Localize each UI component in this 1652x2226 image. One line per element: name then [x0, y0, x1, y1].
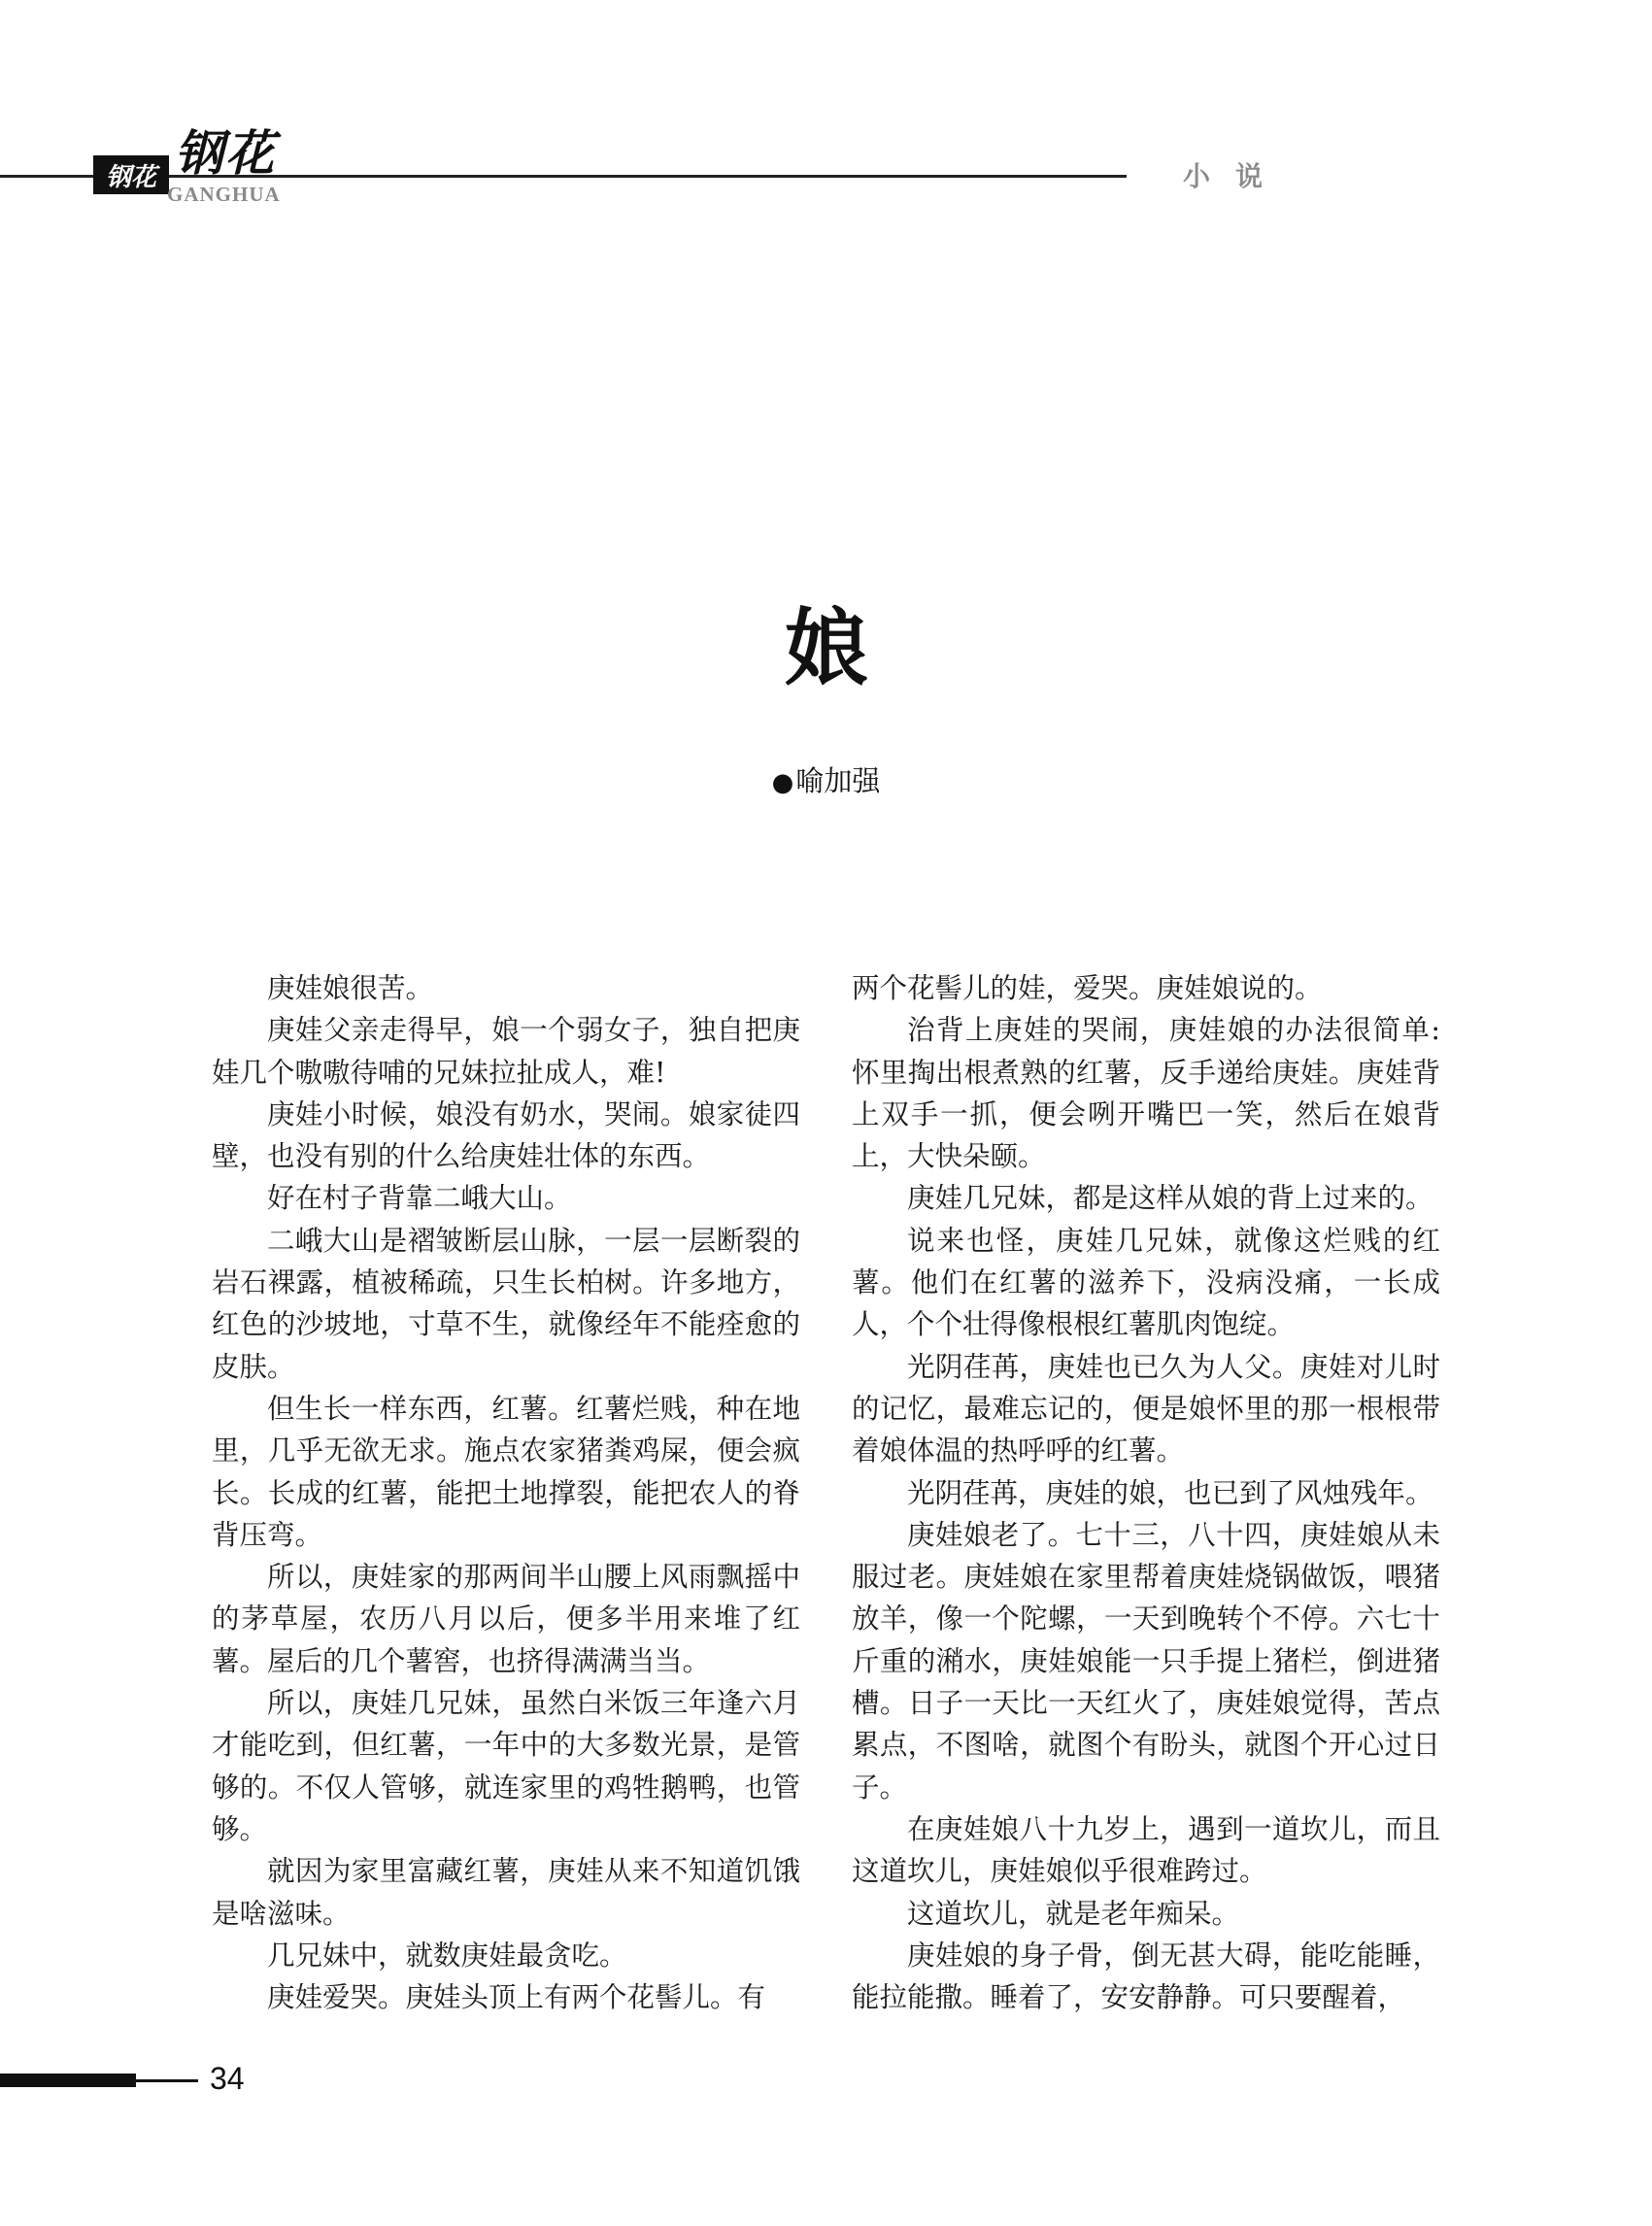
paragraph: 庚娃娘老了。七十三，八十四，庚娃娘从未服过老。庚娃娘在家里帮着庚娃烧锅做饭，喂猪放羊，像一个陀螺，一天到晚转个不停。六七十斤重的潲水，庚娃娘能一只手提上猪栏，倒进猪槽。日子一天比一天红火了，庚娃娘觉得，苦点累点，不图啥，就图个有盼头，就图个开心过日子。	[852, 1518, 1440, 1804]
paragraph: 庚娃娘的身子骨，倒无甚大碍，能吃能睡，能拉能撒。睡着了，安安静静。可只要醒着，	[852, 1939, 1440, 2014]
author-line	[0, 759, 1652, 799]
paragraph: 在庚娃娘八十九岁上，遇到一道坎儿，而且这道坎儿，庚娃娘似乎很难跨过。	[852, 1812, 1440, 1888]
paragraph: 这道坎儿，就是老年痴呆。	[907, 1897, 1240, 1930]
footer-bar	[0, 2074, 136, 2087]
paragraph: 好在村子背靠二峨大山。	[267, 1182, 572, 1215]
paragraph: 几兄妹中，就数庚娃最贪吃。	[267, 1939, 627, 1972]
paragraph: 就因为家里富藏红薯，庚娃从来不知道饥饿是啥滋味。	[212, 1855, 800, 1930]
footer-rule	[136, 2079, 198, 2082]
paragraph: 光阴荏苒，庚娃的娘，也已到了风烛残年。	[907, 1476, 1433, 1509]
page-number: 34	[210, 2061, 245, 2096]
left-column	[212, 967, 800, 2018]
section-label: 小说	[1183, 160, 1289, 192]
paragraph: 庚娃小时候，娘没有奶水，哭闹。娘家徒四壁，也没有别的什么给庚娃壮体的东西。	[212, 1097, 800, 1173]
paragraph: 庚娃几兄妹，都是这样从娘的背上过来的。	[907, 1182, 1433, 1215]
paragraph-continuation: 两个花髻儿的娃，爱哭。庚娃娘说的。	[852, 972, 1323, 1004]
article-title: 娘	[784, 599, 868, 697]
magazine-pinyin: GANGHUA	[167, 183, 281, 206]
header-rule	[0, 175, 1127, 178]
paragraph: 但生长一样东西，红薯。红薯烂贱，种在地里，几乎无欲无求。施点农家猪粪鸡屎，便会疯长。长成的红薯，能把土地撑裂，能把农人的脊背压弯。	[212, 1392, 800, 1551]
logo-block: 钢花	[93, 155, 169, 194]
right-column	[852, 967, 1440, 2018]
paragraph: 庚娃父亲走得早，娘一个弱女子，独自把庚娃几个嗷嗷待哺的兄妹拉扯成人，难!	[212, 1014, 800, 1089]
paragraph: 说来也怪，庚娃几兄妹，就像这烂贱的红薯。他们在红薯的滋养下，没病没痛，一长成人，个个壮得像根根红薯肌肉饱绽。	[852, 1224, 1440, 1341]
paragraph: 二峨大山是褶皱断层山脉，一层一层断裂的岩石裸露，植被稀疏，只生长柏树。许多地方，红色的沙坡地，寸草不生，就像经年不能痊愈的皮肤。	[212, 1224, 800, 1383]
author-bullet: ●	[771, 768, 794, 797]
paragraph: 治背上庚娃的哭闹，庚娃娘的办法很简单:怀里掏出根煮熟的红薯，反手递给庚娃。庚娃背上双手一抓，便会咧开嘴巴一笑，然后在娘背上，大快朵颐。	[852, 1014, 1440, 1173]
paragraph: 光阴荏苒，庚娃也已久为人父。庚娃对儿时的记忆，最难忘记的，便是娘怀里的那一根根带着娘体温的热呼呼的红薯。	[852, 1350, 1440, 1467]
paragraph: 庚娃爱哭。庚娃头顶上有两个花髻儿。有	[267, 1981, 766, 2014]
magazine-logo: 钢花	[175, 124, 276, 182]
paragraph: 所以，庚娃家的那两间半山腰上风雨飘摇中的茅草屋，农历八月以后，便多半用来堆了红薯。屋后的几个薯窖，也挤得满满当当。	[212, 1561, 800, 1677]
author-name: 喻加强	[795, 764, 881, 797]
paragraph: 所以，庚娃几兄妹，虽然白米饭三年逢六月才能吃到，但红薯，一年中的大多数光景，是管够的。不仅人管够，就连家里的鸡牲鹅鸭，也管够。	[212, 1687, 800, 1845]
paragraph: 庚娃娘很苦。	[267, 972, 434, 1004]
